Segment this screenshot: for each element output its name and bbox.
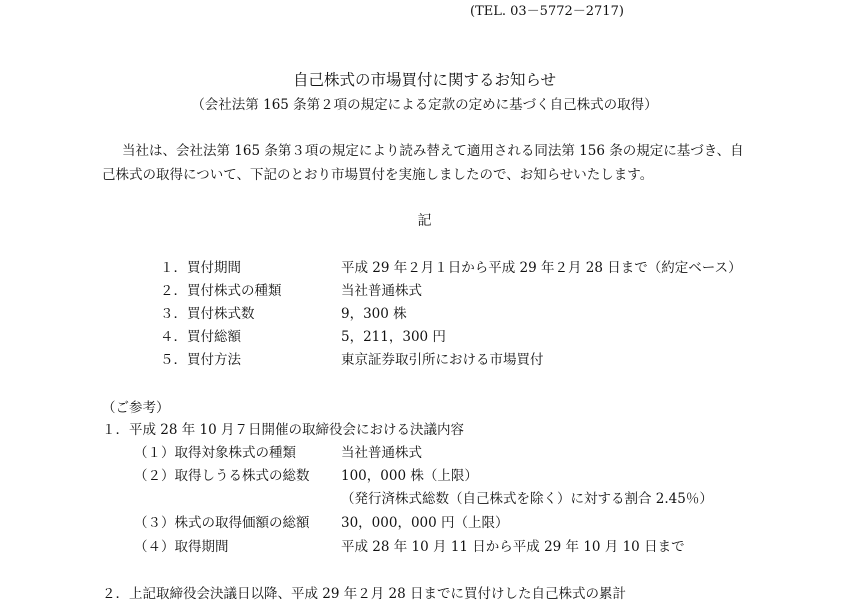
detail-label: ５．買付方法: [160, 352, 241, 368]
reference-item-2: ２．上記取締役会決議日以降、平成 29 年２月 28 日までに買付けした自己株式の累計: [102, 586, 627, 602]
body-text-line-1: 当社は、会社法第 165 条第３項の規定により読み替えて適用される同法第 156 条の規定に基づき、自: [122, 143, 744, 159]
reference-sub-value: 30，000，000 円（上限）: [341, 515, 509, 531]
detail-value: 東京証券取引所における市場買付: [341, 352, 544, 368]
reference-sub-label: （３）株式の取得価額の総額: [134, 515, 310, 531]
detail-label: １．買付期間: [160, 260, 241, 276]
document-subtitle: （会社法第 165 条第２項の規定による定款の定めに基づく自己株式の取得）: [191, 97, 658, 113]
document-title: 自己株式の市場買付に関するお知らせ: [292, 71, 557, 89]
detail-label: ２．買付株式の種類: [160, 283, 282, 299]
detail-value: 5，211，300 円: [341, 329, 446, 345]
reference-heading: （ご参考）: [102, 400, 170, 416]
detail-value: 当社普通株式: [341, 283, 422, 299]
detail-label: ３．買付株式数: [160, 306, 255, 322]
detail-value: 平成 29 年２月１日から平成 29 年２月 28 日まで（約定ベース）: [341, 260, 742, 276]
tel-number: (TEL. 03－5772－2717): [470, 4, 624, 19]
ki-heading: 記: [417, 213, 432, 229]
reference-sub-label: （２）取得しうる株式の総数: [134, 468, 310, 484]
detail-value: 9，300 株: [341, 306, 407, 322]
reference-item-1: １．平成 28 年 10 月７日開催の取締役会における決議内容: [102, 422, 465, 438]
reference-sub-value: 平成 28 年 10 月 11 日から平成 29 年 10 月 10 日まで: [341, 539, 685, 555]
reference-sub-note: （発行済株式総数（自己株式を除く）に対する割合 2.45％）: [341, 491, 713, 507]
reference-sub-label: （４）取得期間: [134, 539, 229, 555]
reference-sub-value: 100，000 株（上限）: [341, 468, 478, 484]
detail-label: ４．買付総額: [160, 329, 241, 345]
body-text-line-2: 己株式の取得について、下記のとおり市場買付を実施しましたので、お知らせいたします。: [102, 167, 654, 183]
reference-sub-label: （１）取得対象株式の種類: [134, 445, 296, 461]
reference-sub-value: 当社普通株式: [341, 445, 422, 461]
